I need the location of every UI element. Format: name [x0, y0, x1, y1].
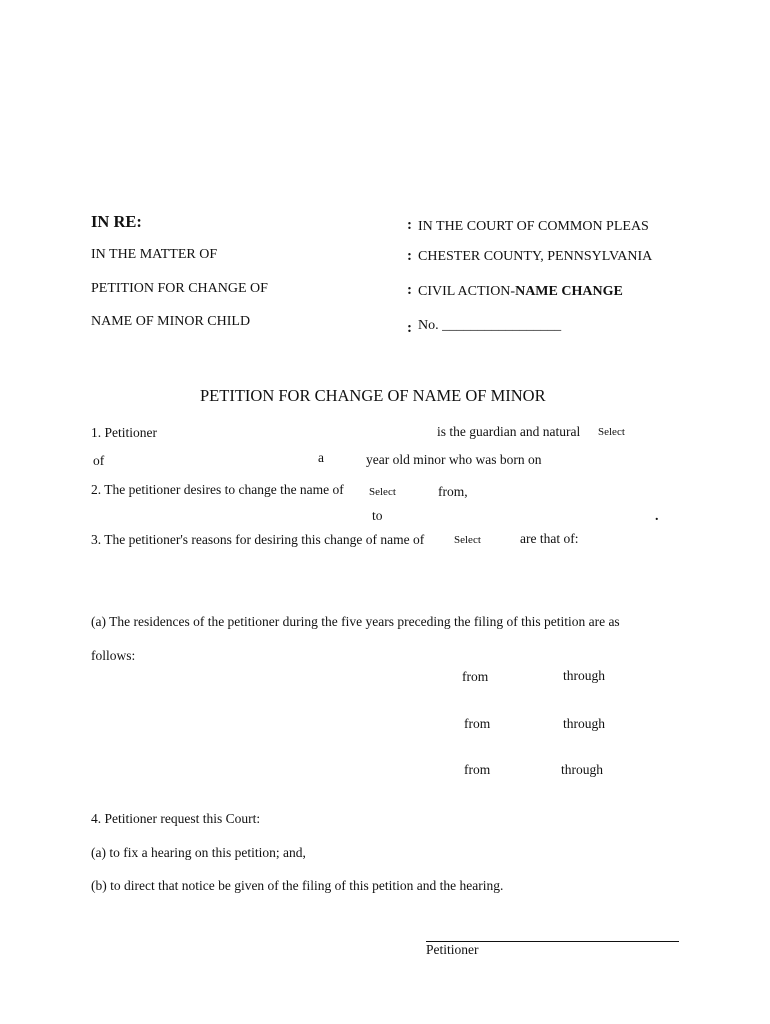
- civil-action-type: NAME CHANGE: [515, 284, 623, 299]
- period-mark: .: [655, 509, 659, 524]
- residence-from-label: from: [464, 716, 491, 731]
- new-name-input[interactable]: [388, 508, 650, 526]
- caption-colon-4: :: [407, 320, 412, 336]
- age-input[interactable]: [330, 451, 362, 469]
- minor-name-input[interactable]: [112, 451, 312, 469]
- court-name: IN THE COURT OF COMMON PLEAS: [418, 219, 649, 234]
- residence-through-label: through: [561, 762, 603, 777]
- in-re-heading: IN RE:: [91, 212, 142, 231]
- follows-label: follows:: [91, 648, 136, 663]
- para2-text: 2. The petitioner desires to change the name of: [91, 482, 344, 497]
- caption-left-line-1: IN THE MATTER OF: [91, 247, 218, 262]
- residence-address-input[interactable]: [91, 668, 451, 688]
- civil-action: [418, 284, 623, 300]
- civil-action-prefix: CIVIL ACTION-: [418, 284, 516, 299]
- birth-date-input[interactable]: [558, 451, 688, 469]
- of-label: of: [93, 453, 105, 468]
- caption-colon-1: :: [407, 217, 412, 233]
- residence-address-input[interactable]: [91, 715, 451, 735]
- are-that-of-text: are that of:: [520, 531, 579, 546]
- residences-intro: (a) The residences of the petitioner during the five years preceding the filing of this petition are as: [91, 614, 620, 629]
- request-item-b: (b) to direct that notice be given of the filing of this petition and the hearing.: [91, 878, 504, 893]
- signature-label: Petitioner: [426, 942, 479, 957]
- residence-from-input[interactable]: [494, 668, 554, 688]
- guardian-text: is the guardian and natural: [437, 424, 581, 439]
- residence-from-label: from: [462, 669, 489, 684]
- document-title: PETITION FOR CHANGE OF NAME OF MINOR: [200, 386, 546, 405]
- residence-through-label: through: [563, 716, 605, 731]
- relationship-select[interactable]: Select: [598, 426, 625, 438]
- year-old-text: year old minor who was born on: [366, 452, 542, 467]
- from-label: from,: [438, 484, 468, 499]
- county-name: CHESTER COUNTY, PENNSYLVANIA: [418, 249, 653, 264]
- residence-through-input[interactable]: [612, 761, 682, 781]
- residence-through-input[interactable]: [612, 715, 682, 735]
- para3-select[interactable]: Select: [454, 534, 481, 546]
- caption-left-line-3: NAME OF MINOR CHILD: [91, 314, 251, 329]
- residence-from-input[interactable]: [494, 761, 554, 781]
- residence-from-label: from: [464, 762, 491, 777]
- para2-select[interactable]: Select: [369, 486, 396, 498]
- reasons-input[interactable]: [91, 556, 681, 596]
- case-number-field[interactable]: No. _________________: [418, 318, 562, 333]
- request-heading: 4. Petitioner request this Court:: [91, 811, 261, 826]
- residence-through-label: through: [563, 668, 605, 683]
- para3-text: 3. The petitioner's reasons for desiring this change of name of: [91, 532, 425, 547]
- to-label: to: [372, 508, 383, 523]
- request-item-a: (a) to fix a hearing on this petition; and,: [91, 845, 306, 860]
- a-label: a: [318, 450, 324, 465]
- residence-from-input[interactable]: [494, 715, 554, 735]
- petitioner-label: 1. Petitioner: [91, 425, 157, 440]
- caption-colon-2: :: [407, 248, 412, 264]
- residence-address-input[interactable]: [91, 762, 451, 782]
- signature-input[interactable]: [426, 918, 679, 940]
- caption-colon-3: :: [407, 282, 412, 298]
- caption-left-line-2: PETITION FOR CHANGE OF: [91, 281, 268, 296]
- residence-through-input[interactable]: [612, 668, 682, 688]
- current-name-input[interactable]: [474, 482, 674, 500]
- petitioner-name-input[interactable]: [165, 424, 430, 442]
